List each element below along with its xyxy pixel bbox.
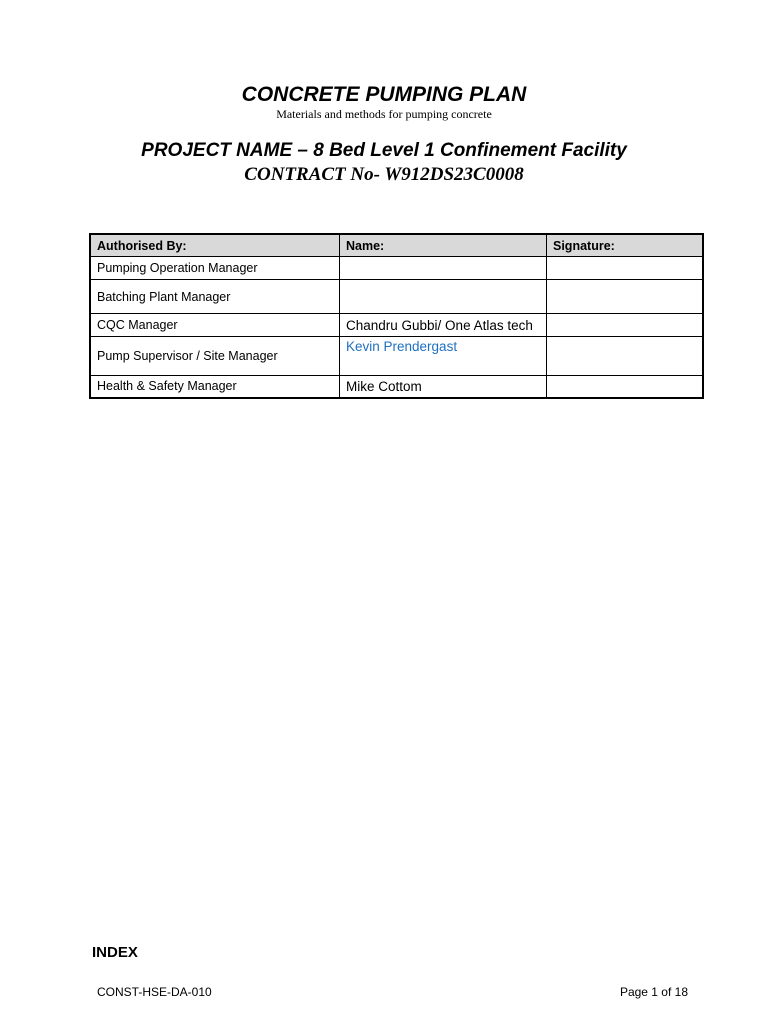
index-heading: INDEX	[92, 944, 138, 961]
role-cell: Batching Plant Manager	[90, 280, 340, 314]
table-row	[90, 376, 703, 398]
signature-cell	[547, 376, 704, 398]
header-signature: Signature:	[547, 234, 704, 257]
signature-cell	[547, 337, 704, 376]
table-row	[90, 337, 703, 376]
role-cell: Pumping Operation Manager	[90, 257, 340, 280]
table-row	[90, 314, 703, 337]
document-title: CONCRETE PUMPING PLAN	[241, 83, 527, 106]
name-cell: Kevin Prendergast	[340, 337, 547, 376]
footer-document-code: CONST-HSE-DA-010	[97, 985, 212, 999]
contract-number: CONTRACT No- W912DS23C0008	[244, 164, 524, 185]
name-cell	[340, 280, 547, 314]
role-cell: Health & Safety Manager	[90, 376, 340, 398]
document-subtitle: Materials and methods for pumping concrete	[276, 107, 492, 121]
header-authorised-by: Authorised By:	[90, 234, 340, 257]
header-name: Name:	[340, 234, 547, 257]
signature-cell	[547, 280, 704, 314]
signature-cell	[547, 314, 704, 337]
name-cell: Mike Cottom	[340, 376, 547, 398]
signature-cell	[547, 257, 704, 280]
table-row	[90, 280, 703, 314]
project-name: PROJECT NAME – 8 Bed Level 1 Confinement Facility	[141, 140, 627, 161]
table-row	[90, 257, 703, 280]
name-cell: Chandru Gubbi/ One Atlas tech	[340, 314, 547, 337]
table-header-row	[90, 234, 703, 257]
role-cell: Pump Supervisor / Site Manager	[90, 337, 340, 376]
role-cell: CQC Manager	[90, 314, 340, 337]
footer-page-number: Page 1 of 18	[619, 985, 688, 999]
authorisation-table	[89, 233, 704, 399]
name-cell	[340, 257, 547, 280]
